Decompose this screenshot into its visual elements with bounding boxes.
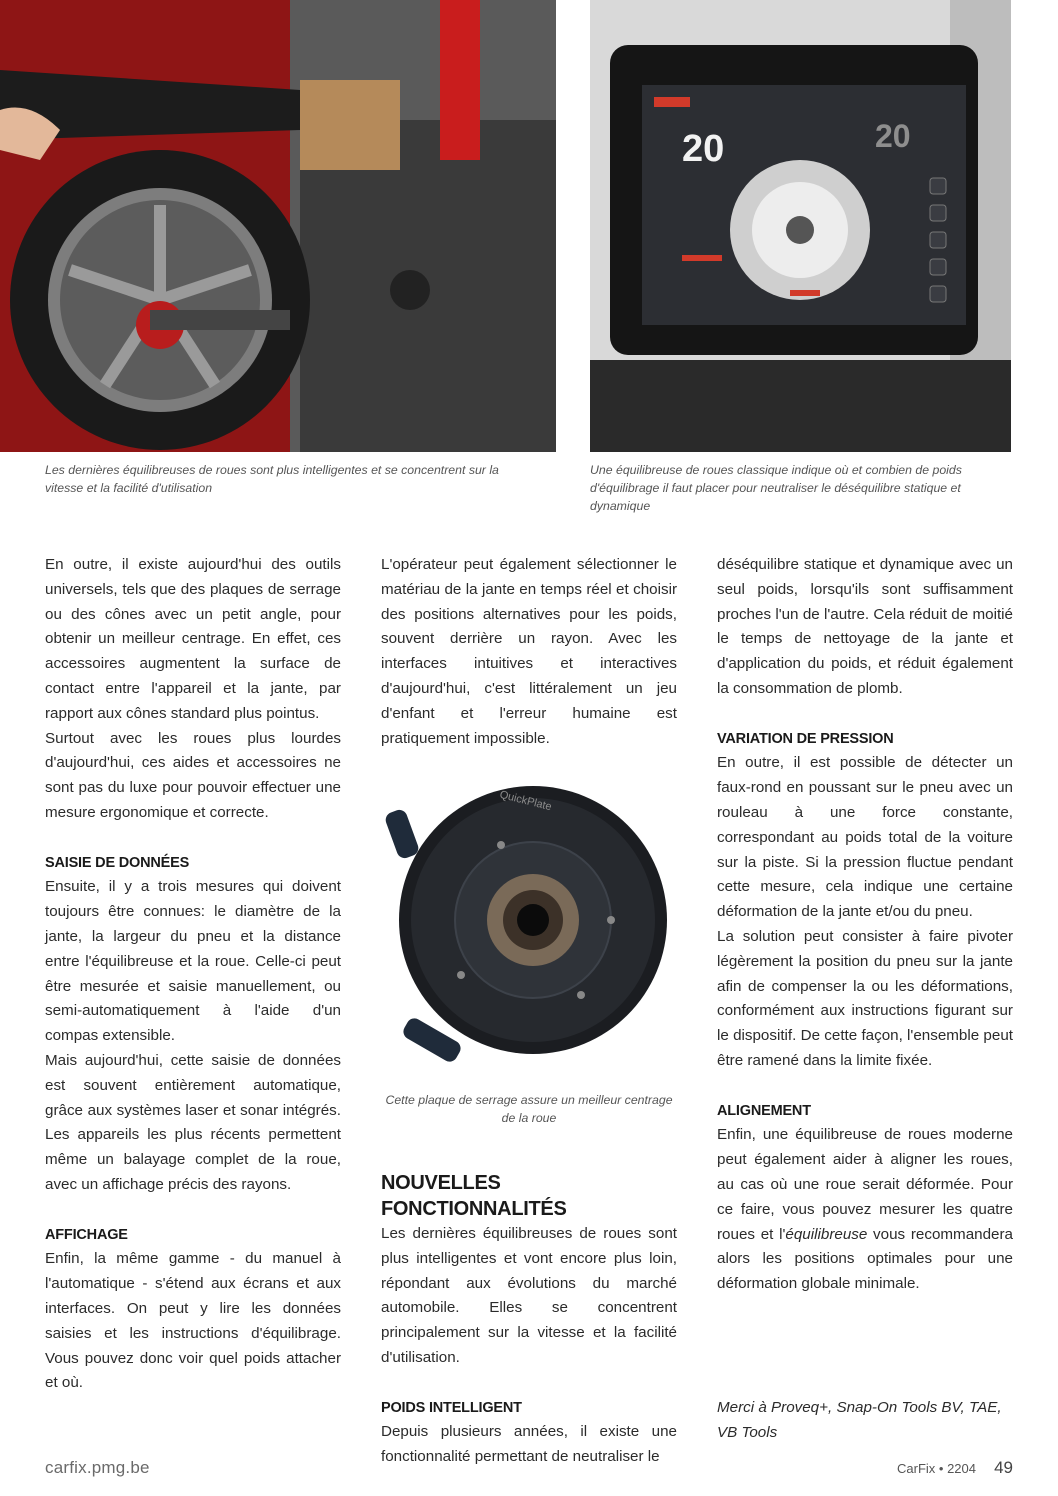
quickplate-illustration bbox=[381, 770, 677, 1082]
screen-value-left: 20 bbox=[682, 128, 725, 170]
wheel-balancer-illustration bbox=[0, 0, 556, 452]
col1-paragraph-4: Mais aujourd'hui, cette saisie de données est souvent entièrement automatique, grâce aux systèmes laser et sonar intégrés. Les appareils les plus récents permettent même un balayage complet de la roue, avec un affichage précis des rayons. bbox=[45, 1051, 341, 1193]
balancer-screen-photo bbox=[590, 0, 1011, 452]
column-2-lower bbox=[381, 1170, 677, 1470]
col2-paragraph-2: Les dernières équilibreuses de roues sont plus intelligentes et vont encore plus loin, répondant aux évolutions du marché automobile. Elles se concentrent principalement sur la vitesse et la facilité d'utilisation. bbox=[381, 1225, 677, 1366]
footer-magazine-issue: CarFix • 2204 bbox=[897, 1461, 976, 1476]
column-1 bbox=[45, 553, 341, 1396]
col1-paragraph-5: Enfin, la même gamme - du manuel à l'automatique - s'étend aux écrans et aux interfaces. On peut y lire les données saisies et les instructions d'équilibrage. Vous pouvez donc voir quel poids attacher et où. bbox=[45, 1250, 341, 1392]
footer-website[interactable]: carfix.pmg.be bbox=[45, 1458, 150, 1477]
balancer-screen-illustration bbox=[590, 0, 1011, 452]
acknowledgements: Merci à Proveq+, Snap-On Tools BV, TAE, VB Tools bbox=[717, 1399, 1002, 1441]
col2-paragraph-1: L'opérateur peut également sélectionner le matériau de la jante en temps réel et choisir des positions alternatives pour les poids, souvent derrière un rayon. Avec les interfaces intuitives et interactives d'aujourd'hui, c'est littéralement un jeu d'enfant et l'erreur humaine est pratiquement impossible. bbox=[381, 556, 677, 747]
heading-alignement: ALIGNEMENT bbox=[717, 1102, 811, 1119]
col3-paragraph-4-start: Enfin, une équilibreuse de roues moderne peut également aider à aligner les roues, au cas où une roue serait déformée. Pour ce faire, vous pouvez mesurer les quatre roues et l' bbox=[717, 1126, 1013, 1243]
left-photo-caption: Les dernières équilibreuses de roues sont plus intelligentes et se concentrent sur la vitesse et la facilité d'utilisation bbox=[45, 463, 499, 495]
col3-paragraph-4 bbox=[717, 1123, 1013, 1297]
col1-paragraph-3: Ensuite, il y a trois mesures qui doivent toujours être connues: le diamètre de la jante, la largeur du pneu et la distance entre l'équilibreuse et la roue. Celle-ci peut être mesurée et saisie manuellement, ou semi-automatiquement à l'aide d'un compas extensible. bbox=[45, 878, 341, 1045]
quickplate-brand-label: QuickPlate bbox=[498, 788, 553, 814]
heading-affichage: AFFICHAGE bbox=[45, 1226, 128, 1243]
heading-poids-intelligent: POIDS INTELLIGENT bbox=[381, 1399, 522, 1416]
col3-paragraph-1: déséquilibre statique et dynamique avec un seul poids, lorsqu'ils sont suffisamment proches l'un de l'autre. Cela réduit de moitié le temps de nettoyage de la jante et d'application du poids, et réduit également la consommation de plomb. bbox=[717, 556, 1013, 697]
col3-paragraph-2: En outre, il est possible de détecter un faux-rond en poussant sur le pneu avec un rouleau à une force constante, correspondant au poids total de la voiture sur la piste. Si la pression fluctue pendant cette mesure, cela indique une certaine déformation de la jante et/ou du pneu. bbox=[717, 754, 1013, 921]
col3-paragraph-4-emphasis: équilibreuse bbox=[785, 1225, 868, 1243]
col3-paragraph-3: La solution peut consister à faire pivoter légèrement la position du pneu sur la jante afin de compenser la ou les déformations, conformément aux instructions figurant sur le dispositif. De cette façon, l'ensemble peut être ramené dans la limite fixée. bbox=[717, 927, 1013, 1069]
col3-paragraph-4-end: vous recommandera alors les positions optimales pour une déformation globale minimale. bbox=[717, 1225, 1013, 1293]
col1-paragraph-2: Surtout avec les roues plus lourdes d'aujourd'hui, ces aides et accessoires ne sont pas du luxe pour pouvoir effectuer une mesure ergonomique et correcte. bbox=[45, 729, 341, 821]
heading-variation-pression: VARIATION DE PRESSION bbox=[717, 730, 894, 747]
column-2 bbox=[381, 553, 677, 751]
wheel-balancer-photo bbox=[0, 0, 556, 452]
right-photo-caption: Une équilibreuse de roues classique indique où et combien de poids d'équilibrage il faut placer pour neutraliser le déséquilibre statique et dynamique bbox=[590, 463, 962, 513]
col1-paragraph-1: En outre, il existe aujourd'hui des outils universels, tels que des plaques de serrage ou des cônes avec un petit angle, pour obtenir un meilleur centrage. En effet, ces accessoires augmentent la surface de contact entre l'appareil et la jante, par rapport aux cônes standard plus pointus. bbox=[45, 556, 341, 722]
screen-value-right: 20 bbox=[875, 118, 911, 154]
page-number: 49 bbox=[994, 1458, 1013, 1477]
heading-nouvelles-fonctionnalites: NOUVELLES FONCTIONNALITÉS bbox=[381, 1172, 567, 1220]
column-3 bbox=[717, 553, 1013, 1297]
col2-paragraph-3: Depuis plusieurs années, il existe une fonctionnalité permettant de neutraliser le bbox=[381, 1423, 677, 1466]
heading-saisie-donnees: SAISIE DE DONNÉES bbox=[45, 854, 190, 871]
product-caption: Cette plaque de serrage assure un meilleur centrage de la roue bbox=[385, 1093, 673, 1125]
quickplate-product-photo bbox=[381, 770, 677, 1082]
